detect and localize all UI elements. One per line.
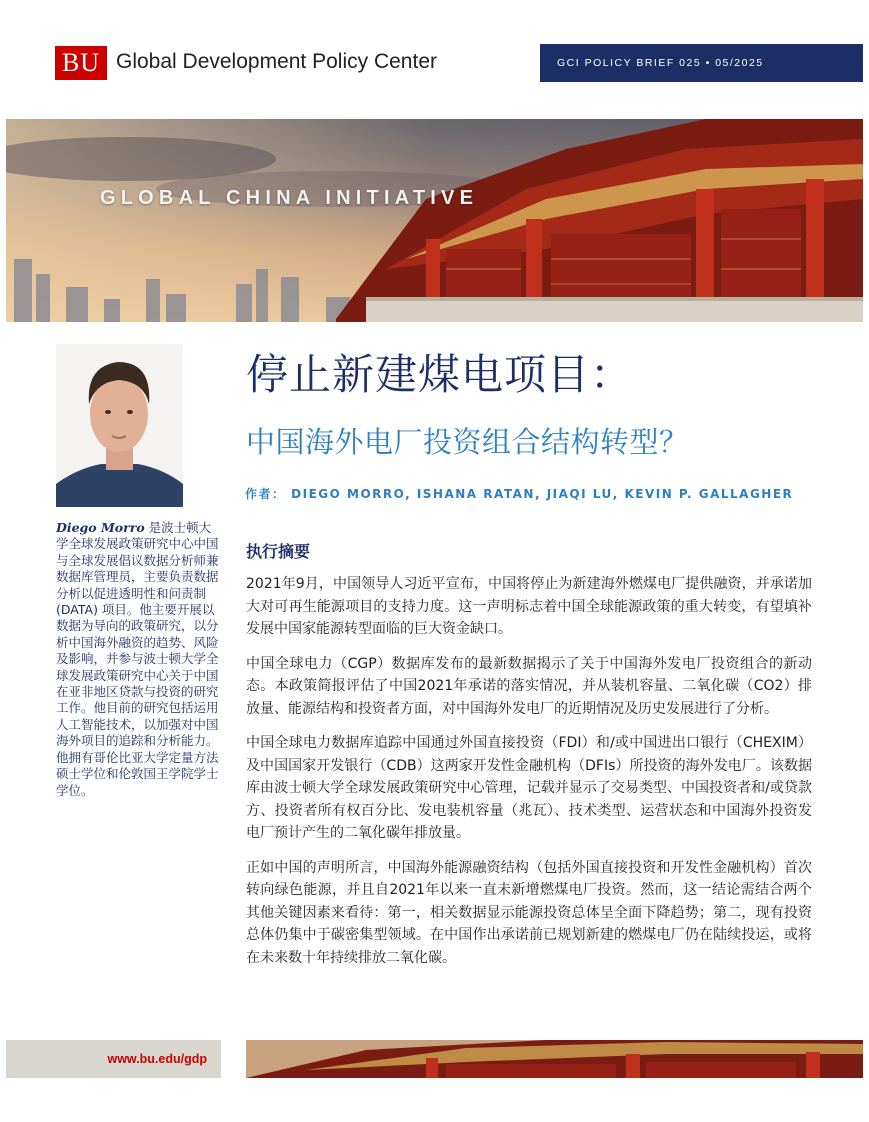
bio-author-name: Diego Morro (56, 520, 145, 535)
summary-paragraph: 中国全球电力数据库追踪中国通过外国直接投资（FDI）和/或中国进出口银行（CHEXIM）及中国国家开发银行（CDB）这两家开发性金融机构（DFIs）所投资的海外发电厂。该数据库由波士顿大学全球发展政策研究中心管理，记载并显示了交易类型、中国投资者和/或贷款方、投资者所有权百分比、发电装机容量（兆瓦）、技术类型、运营状态和中国海外投资发电厂预计产生的二氧化碳年排放量。 (246, 735, 812, 841)
author-bio (56, 520, 220, 799)
initiative-title: GLOBAL CHINA INITIATIVE (100, 187, 479, 209)
footer-temple-strip (246, 1040, 863, 1078)
policy-brief-label (540, 44, 863, 82)
summary-paragraph: 中国全球电力（CGP）数据库发布的最新数据揭示了关于中国海外发电厂投资组合的新动态。本政策简报评估了中国2021年承诺的落实情况，并从装机容量、二氧化碳（CO2）排放量、能源结构和投资者方面，对中国海外发电厂的近期情况及历史发展进行了分析。 (246, 655, 812, 717)
footer-banner-image (246, 1040, 863, 1078)
page-title: 停止新建煤电项目： (246, 350, 634, 399)
temple-skyline-illustration (6, 119, 863, 322)
summary-paragraph: 正如中国的声明所言，中国海外能源融资结构（包括外国直接投资和开发性金融机构）首次转向绿色能源，并且自2021年以来一直未新增燃煤电厂投资。然而，这一结论需结合两个其他关键因素来看待：第一，相关数据显示能源投资总体呈全面下降趋势；第二，现有投资总体仍集中于碳密集型领域。在中国作出承诺前已规划新建的燃煤电厂仍在陆续投运，或将在未来数十年持续排放二氧化碳。 (246, 859, 812, 966)
brief-label-text: GCI POLICY BRIEF 025 • 05/2025 (557, 57, 764, 69)
bio-text: 是波士顿大学全球发展政策研究中心中国与全球发展倡议数据分析师兼数据库管理员，主要负责数据分析以促进透明性和问责制 (DATA) 项目。他主要开展以数据为导向的政策研究，以分析中国海外融资的趋势、风险及影响，并参与波士顿大学全球发展政策研究中心关于中国在亚非地区贷款与投资的研究工作。他目前的研究包括运用人工智能技术，以加强对中国海外项目的追踪和分析能力。他拥有哥伦比亚大学定量方法硕士学位和伦敦国王学院学士学位。 (56, 520, 219, 798)
portrait-photo (56, 344, 183, 507)
executive-summary-body (246, 573, 812, 981)
footer-url-link[interactable]: www.bu.edu/gdp (107, 1052, 207, 1066)
org-name: Global Development Policy Center (116, 50, 437, 73)
footer-bar (6, 1040, 221, 1078)
section-heading: 执行摘要 (246, 542, 311, 561)
author-portrait (56, 344, 183, 507)
summary-paragraph: 2021年9月，中国领导人习近平宣布，中国将停止为新建海外燃煤电厂提供融资，并承诺加大对可再生能源项目的支持力度。这一声明标志着中国全球能源政策的重大转变，有望填补发展中国家能源转型面临的巨大资金缺口。 (246, 576, 812, 637)
page-subtitle: 中国海外电厂投资组合结构转型？ (246, 425, 689, 459)
banner-image (6, 119, 863, 322)
bu-logo: BU (55, 46, 107, 80)
authors-line: 作者： DIEGO MORRO, ISHANA RATAN, JIAQI LU, KEVIN P. GALLAGHER (245, 487, 794, 501)
